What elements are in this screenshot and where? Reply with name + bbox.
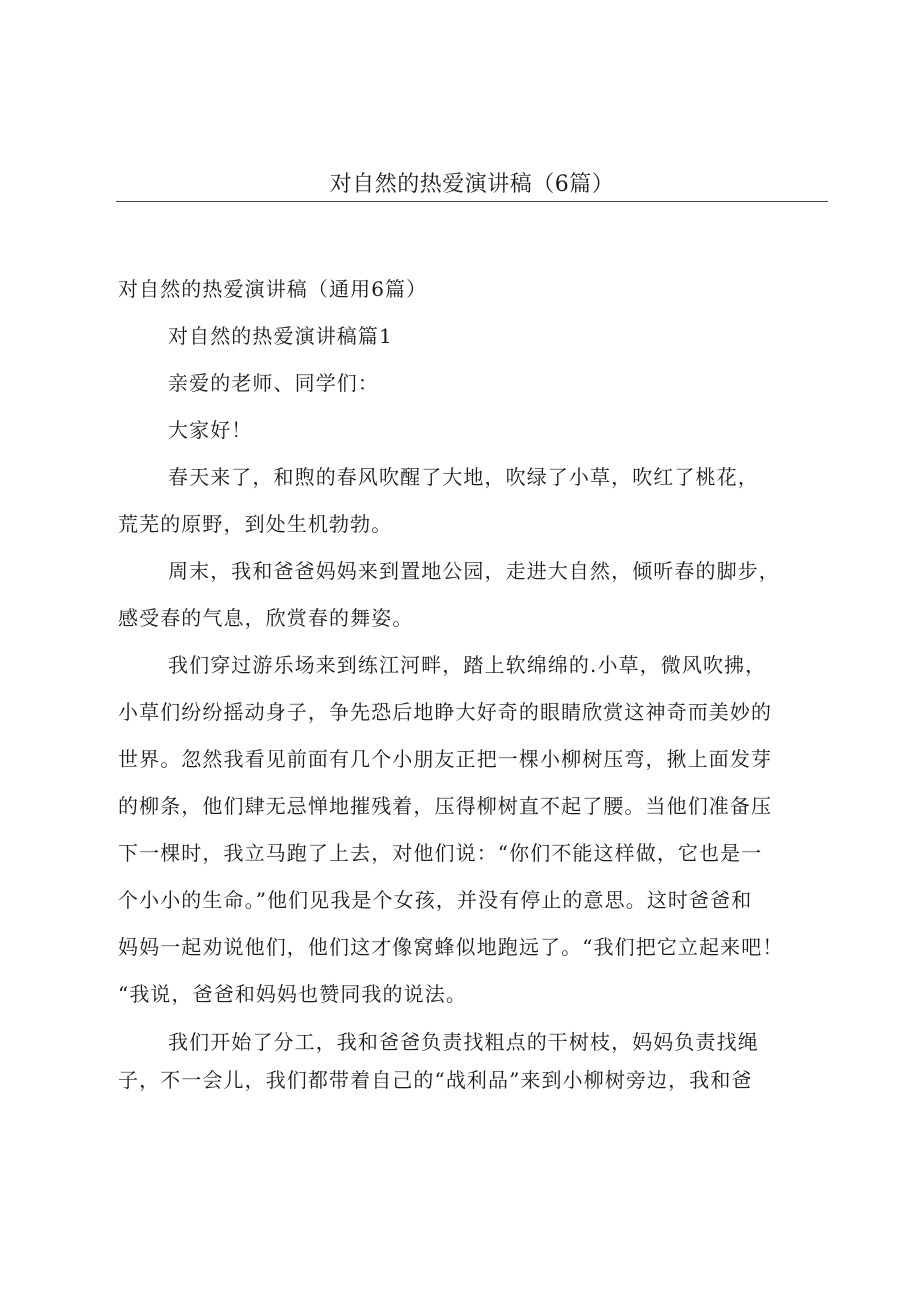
paragraph-line: 的柳条，他们肆无忌惮地摧残着，压得柳树直不起了腰。当他们准备压 — [118, 794, 773, 818]
document-heading: 对自然的热爱演讲稿（通用6篇） — [118, 277, 428, 301]
paragraph-line: 我们开始了分工，我和爸爸负责找粗点的干树枝，妈妈负责找绳 — [168, 1030, 759, 1054]
paragraph-1 — [118, 454, 830, 548]
document-title: 对自然的热爱演讲稿（6篇） — [329, 172, 615, 197]
paragraph-3 — [118, 642, 830, 1018]
paragraph-line: 下一棵时，我立马跑了上去，对他们说：“你们不能这样做，它也是一 — [118, 841, 763, 865]
paragraph-line: 妈妈一起劝说他们，他们这才像窝蜂似地跑远了。“我们把它立起来吧！ — [118, 935, 784, 959]
paragraph-line: 感受春的气息，欣赏春的舞姿。 — [118, 606, 414, 630]
paragraph-line: 荒芜的原野，到处生机勃勃。 — [118, 512, 393, 536]
document-body — [118, 266, 830, 1099]
paragraph-line: 小草们纷纷摇动身子，争先恐后地睁大好奇的眼睛欣赏这神奇而美妙的 — [118, 700, 773, 724]
section-heading: 对自然的热爱演讲稿篇1 — [168, 324, 393, 348]
paragraph-line: 个小小的生命。”他们见我是个女孩，并没有停止的意思。这时爸爸和 — [118, 888, 753, 912]
paragraph-line: 春天来了，和煦的春风吹醒了大地，吹绿了小草，吹红了桃花， — [168, 465, 759, 489]
paragraph-line: 周末，我和爸爸妈妈来到置地公园，走进大自然，倾听春的脚步， — [168, 559, 780, 583]
paragraph-line: “我说，爸爸和妈妈也赞同我的说法。 — [118, 982, 467, 1006]
salutation: 亲爱的老师、同学们： — [168, 371, 379, 395]
paragraph-line: 子，不一会儿，我们都带着自己的“战利品”来到小柳树旁边，我和爸 — [118, 1068, 753, 1092]
paragraph-4 — [118, 1023, 830, 1099]
paragraph-2 — [118, 548, 830, 642]
greeting: 大家好！ — [168, 418, 253, 442]
paragraph-line: 我们穿过游乐场来到练江河畔，踏上软绵绵的.小草，微风吹拂， — [168, 653, 767, 677]
paragraph-line: 世界。忽然我看见前面有几个小朋友正把一棵小柳树压弯，揪上面发芽 — [118, 747, 773, 771]
title-underline — [116, 201, 828, 202]
